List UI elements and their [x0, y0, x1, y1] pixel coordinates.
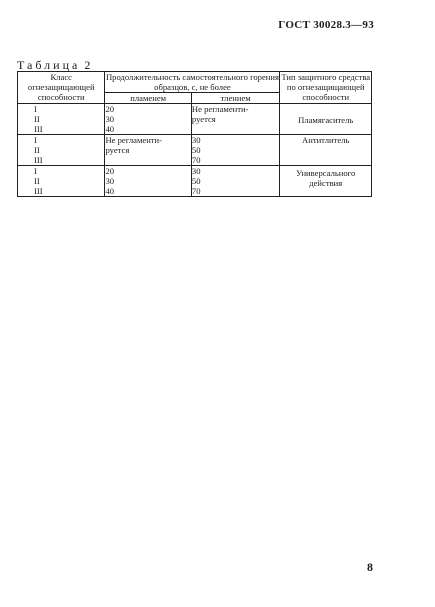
table-row — [18, 166, 372, 197]
class-value: I — [34, 104, 37, 114]
class-value: III — [34, 186, 43, 196]
table-row — [18, 104, 372, 135]
flame-value: 20 — [105, 166, 115, 176]
flame-value: 40 — [105, 124, 115, 134]
class-value: II — [34, 145, 40, 155]
table-caption-number: 2 — [84, 58, 91, 72]
flame-cell — [105, 135, 191, 166]
header-smoldering: тлением — [191, 93, 280, 104]
class-value: II — [34, 176, 40, 186]
class-cell — [18, 104, 105, 135]
header-type: Тип защитного средства по огнезащищающей способности — [281, 72, 371, 102]
page-number: 8 — [367, 560, 373, 574]
header-flame: пламенем — [105, 93, 191, 104]
smoldering-cell — [191, 166, 280, 197]
table-caption-word: Таблица — [17, 58, 81, 72]
smoldering-value: 50 — [191, 176, 201, 186]
flame-value: 30 — [105, 176, 115, 186]
class-value: III — [34, 124, 43, 134]
document-code: ГОСТ 30028.3—93 — [278, 19, 374, 31]
smoldering-value: Не регламенти- — [191, 104, 249, 114]
data-table — [17, 71, 372, 197]
type-cell: Универсального действия — [280, 166, 372, 197]
class-value: III — [34, 155, 43, 165]
header-class: Класс огнезащищающей способности — [18, 72, 105, 104]
smoldering-value — [192, 124, 280, 134]
flame-value: Не регламенти- — [105, 135, 163, 145]
flame-cell — [105, 104, 191, 135]
smoldering-cell — [191, 104, 280, 135]
smoldering-value: 50 — [191, 145, 201, 155]
smoldering-value: 30 — [191, 135, 201, 145]
flame-cell — [105, 166, 191, 197]
smoldering-value: 70 — [191, 186, 201, 196]
flame-value: 20 — [105, 104, 115, 114]
smoldering-value: 70 — [191, 155, 201, 165]
class-value: I — [34, 166, 37, 176]
class-cell — [18, 135, 105, 166]
type-cell: Пламягаситель — [280, 104, 372, 135]
flame-value: 30 — [105, 114, 115, 124]
type-cell: Антитлитель — [280, 135, 372, 166]
class-value: II — [34, 114, 40, 124]
flame-value — [105, 155, 190, 165]
flame-value: руется — [105, 145, 130, 155]
class-value: I — [34, 135, 37, 145]
flame-value: 40 — [105, 186, 115, 196]
header-duration: Продолжительность самостоятельного горения образцов, с, не более — [105, 72, 279, 92]
smoldering-value: 30 — [191, 166, 201, 176]
table-row — [18, 135, 372, 166]
smoldering-cell — [191, 135, 280, 166]
class-cell — [18, 166, 105, 197]
smoldering-value: руется — [191, 114, 216, 124]
